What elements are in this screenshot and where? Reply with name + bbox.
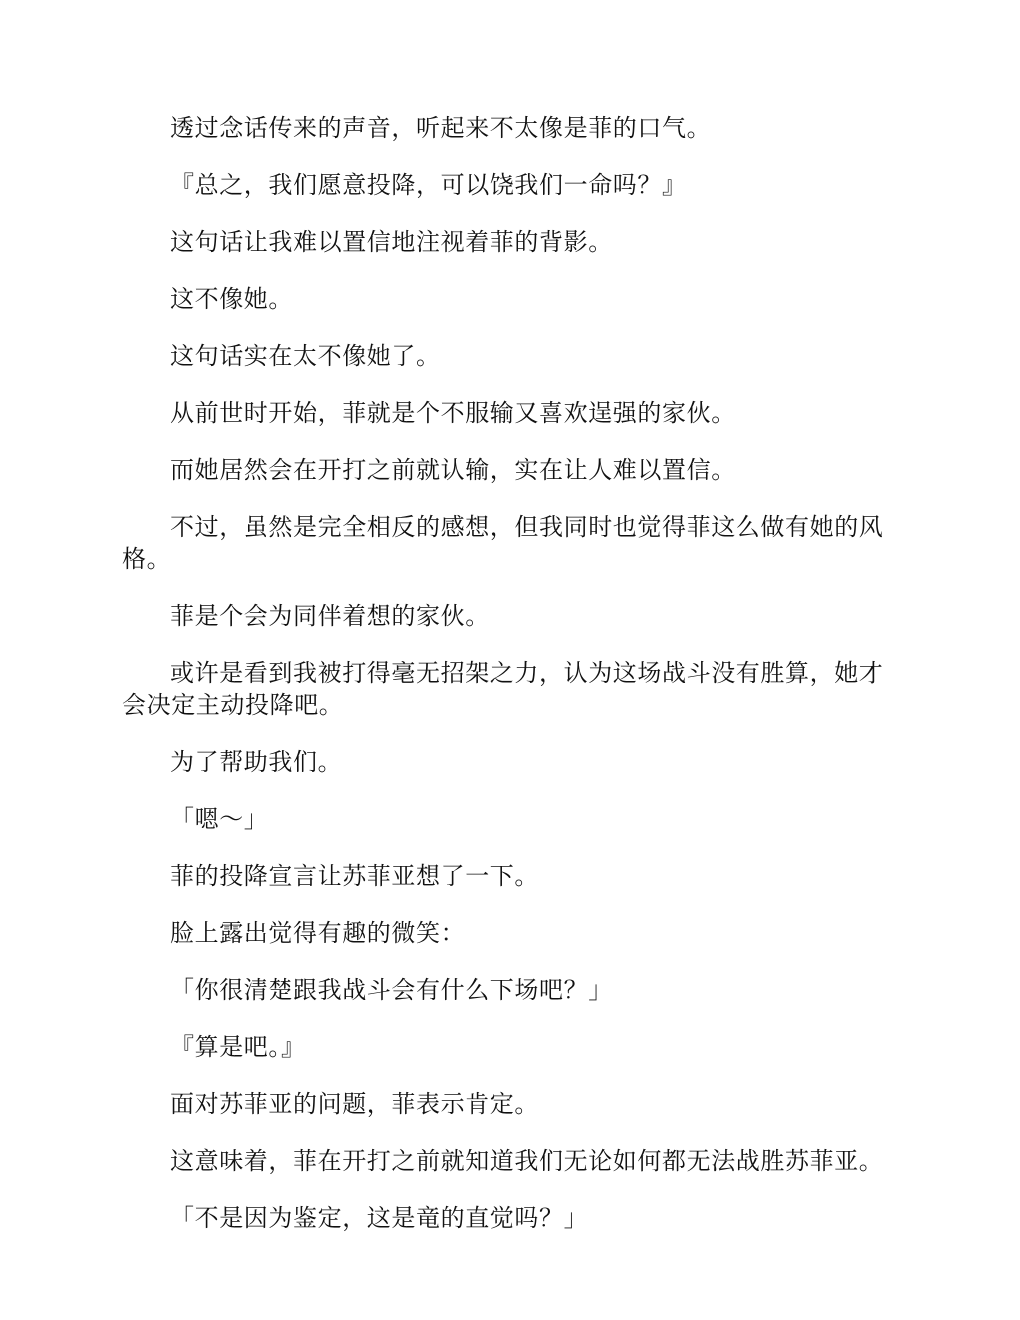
paragraph: 而她居然会在开打之前就认输，实在让人难以置信。 bbox=[170, 456, 736, 484]
body-text bbox=[122, 112, 902, 1259]
paragraph: 这句话让我难以置信地注视着菲的背影。 bbox=[170, 228, 613, 256]
paragraph: 菲是个会为同伴着想的家伙。 bbox=[170, 602, 490, 630]
paragraph: 这意味着，菲在开打之前就知道我们无论如何都无法战胜苏菲亚。 bbox=[170, 1147, 884, 1175]
paragraph: 「嗯～」 bbox=[170, 805, 269, 833]
paragraph: 面对苏菲亚的问题，菲表示肯定。 bbox=[170, 1090, 539, 1118]
paragraph: 为了帮助我们。 bbox=[170, 748, 343, 776]
paragraph: 「不是因为鉴定，这是竜的直觉吗？」 bbox=[170, 1204, 589, 1232]
paragraph: 这句话实在太不像她了。 bbox=[170, 342, 441, 370]
paragraph: 这不像她。 bbox=[170, 285, 293, 313]
paragraph: 脸上露出觉得有趣的微笑： bbox=[170, 919, 466, 947]
paragraph: 从前世时开始，菲就是个不服输又喜欢逞强的家伙。 bbox=[170, 399, 736, 427]
paragraph: 透过念话传来的声音，听起来不太像是菲的口气。 bbox=[170, 114, 712, 142]
paragraph: 不过，虽然是完全相反的感想，但我同时也觉得菲这么做有她的风格。 bbox=[122, 513, 884, 573]
paragraph: 『算是吧。』 bbox=[170, 1033, 306, 1061]
paragraph: 菲的投降宣言让苏菲亚想了一下。 bbox=[170, 862, 539, 890]
paragraph: 或许是看到我被打得毫无招架之力，认为这场战斗没有胜算，她才会决定主动投降吧。 bbox=[122, 659, 884, 719]
paragraph: 「你很清楚跟我战斗会有什么下场吧？」 bbox=[170, 976, 613, 1004]
paragraph: 『总之，我们愿意投降，可以饶我们一命吗？』 bbox=[170, 171, 687, 199]
